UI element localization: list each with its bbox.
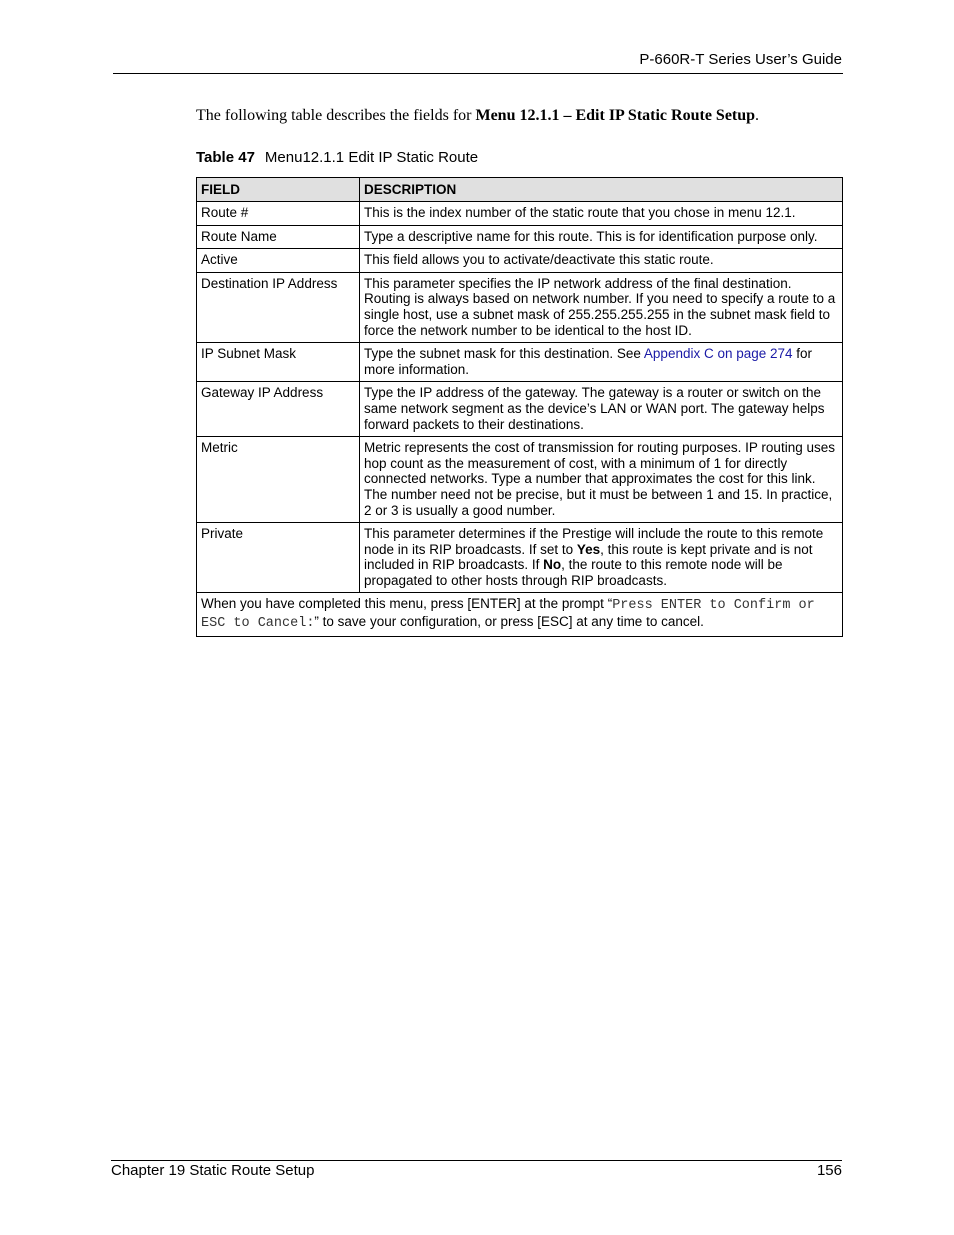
field-cell: IP Subnet Mask	[197, 343, 360, 382]
description-cell: This parameter specifies the IP network address of the final destination. Routing is always based on network number. If you need to specify a route to a single host, use a subnet mask of 255.255.255.255 in the subnet mask field to force the network number to be identical to the host ID.	[360, 272, 843, 342]
table-row	[197, 272, 843, 342]
intro-menu-name: Menu 12.1.1 – Edit IP Static Route Setup	[475, 107, 756, 124]
running-header-title: P-660R-T Series User’s Guide	[639, 51, 842, 68]
table-row	[197, 382, 843, 437]
intro-period: .	[755, 107, 760, 124]
header-description: DESCRIPTION	[360, 178, 843, 202]
description-cell: Metric represents the cost of transmission for routing purposes. IP routing uses hop count as the measurement of cost, with a minimum of 1 for directly connected networks. Type a number that approximates the cost for this link. The number need not be precise, but it must be between 1 and 15. In practice, 2 or 3 is usually a good number.	[360, 437, 843, 523]
field-cell: Gateway IP Address	[197, 382, 360, 437]
table-row	[197, 343, 843, 382]
field-cell: Route Name	[197, 225, 360, 249]
table-row	[197, 523, 843, 593]
table-caption	[196, 149, 478, 166]
field-cell: Active	[197, 249, 360, 273]
description-text: , this route is kept private and is not included in RIP broadcasts. If	[364, 541, 813, 573]
description-text: This parameter determines if the Prestige will include the route to this remote node in its RIP broadcasts. If set to	[364, 526, 824, 557]
description-text: , the route to this remote node will be propagated to other hosts through RIP broadcasts.	[364, 557, 783, 588]
field-description-table	[196, 177, 843, 637]
appendix-link[interactable]: Appendix C on page 274	[643, 346, 793, 362]
confirm-prompt: Press ENTER to Confirm or ESC to Cancel:	[201, 598, 815, 632]
option-no: No	[543, 557, 562, 573]
table-footer-row	[197, 593, 843, 636]
footer-rule	[111, 1160, 842, 1161]
table-caption-title: Menu12.1.1 Edit IP Static Route	[264, 149, 479, 166]
description-text: for more information.	[364, 346, 813, 377]
description-cell: Type a descriptive name for this route. This is for identification purpose only.	[360, 225, 843, 249]
footer-note-text: When you have completed this menu, press [ENTER] at the prompt “	[201, 596, 613, 612]
option-yes: Yes	[576, 541, 601, 557]
intro-text: The following table describes the fields for	[196, 107, 476, 124]
description-cell: This is the index number of the static route that you chose in menu 12.1.	[360, 202, 843, 226]
footer-chapter: Chapter 19 Static Route Setup	[111, 1162, 315, 1179]
description-cell: Type the IP address of the gateway. The gateway is a router or switch on the same network segment as the device’s LAN or WAN port. The gateway helps forward packets to their destinations.	[360, 382, 843, 437]
table-row	[197, 225, 843, 249]
description-cell	[360, 523, 843, 593]
table-row	[197, 437, 843, 523]
table-caption-label: Table 47	[196, 149, 255, 166]
description-cell: This field allows you to activate/deactivate this static route.	[360, 249, 843, 273]
table-header-row	[197, 178, 843, 202]
field-cell: Route #	[197, 202, 360, 226]
intro-paragraph	[196, 107, 846, 125]
footer-note-text: ” to save your configuration, or press [ESC] at any time to cancel.	[314, 614, 704, 630]
footer-page-number: 156	[816, 1162, 842, 1179]
footer-note-cell	[197, 593, 843, 636]
description-cell	[360, 343, 843, 382]
header-field: FIELD	[197, 178, 360, 202]
table-row	[197, 249, 843, 273]
field-cell: Private	[197, 523, 360, 593]
description-text: Type the subnet mask for this destination. See	[364, 346, 644, 362]
header-rule	[113, 73, 843, 74]
table-row	[197, 202, 843, 226]
field-cell: Metric	[197, 437, 360, 523]
field-cell: Destination IP Address	[197, 272, 360, 342]
